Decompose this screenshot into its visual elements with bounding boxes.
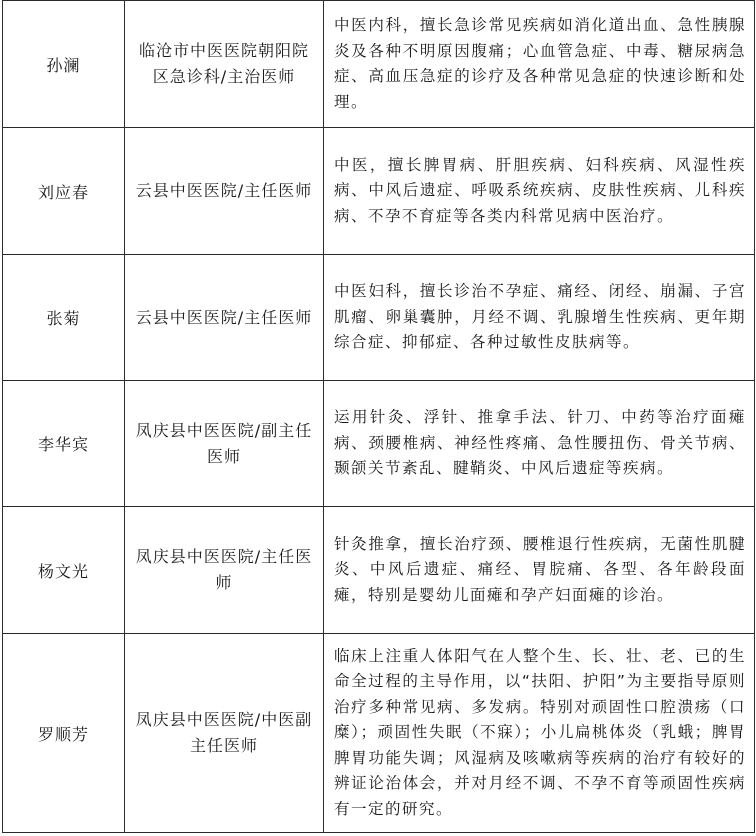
table-row bbox=[3, 507, 755, 634]
doctor-hospital-title: 云县中医医院/主任医师 bbox=[125, 128, 324, 255]
doctor-hospital-title: 临沧市中医医院朝阳院区急诊科/主治医师 bbox=[125, 1, 324, 128]
doctor-name: 孙澜 bbox=[3, 1, 125, 128]
doctor-specialty: 临床上注重人体阳气在人整个生、长、壮、老、已的生命全过程的主导作用，以“扶阳、护阳”为主要指导原则治疗多种常见病、多发病。特别对顽固性口腔溃疡（口糜）；顽固性失眠（不寐）；小儿扁桃体炎（乳蛾；脾胃脾胃功能失调；风湿病及咳嗽病等疾病的治疗有较好的辨证论治体会，并对月经不调、不孕不育等顽固性疾病有一定的研究。 bbox=[324, 634, 755, 833]
doctor-name: 杨文光 bbox=[3, 507, 125, 634]
doctor-specialty: 中医，擅长脾胃病、肝胆疾病、妇科疾病、风湿性疾病、中风后遗症、呼吸系统疾病、皮肤性疾病、儿科疾病、不孕不育症等各类内科常见病中医治疗。 bbox=[324, 128, 755, 255]
doctor-specialty: 中医妇科，擅长诊治不孕症、痛经、闭经、崩漏、子宫肌瘤、卵巢囊肿，月经不调、乳腺增生性疾病、更年期综合症、抑郁症、各种过敏性皮肤病等。 bbox=[324, 255, 755, 381]
doctor-hospital-title: 凤庆县中医医院/主任医师 bbox=[125, 507, 324, 634]
doctor-hospital-title: 凤庆县中医医院/中医副主任医师 bbox=[125, 634, 324, 833]
doctor-name: 罗顺芳 bbox=[3, 634, 125, 833]
doctor-hospital-title: 云县中医医院/主任医师 bbox=[125, 255, 324, 381]
doctor-specialty: 中医内科，擅长急诊常见疾病如消化道出血、急性胰腺炎及各种不明原因腹痛；心血管急症、中毒、糖尿病急症、高血压急症的诊疗及各种常见急症的快速诊断和处理。 bbox=[324, 1, 755, 128]
table-row bbox=[3, 381, 755, 507]
table-row bbox=[3, 634, 755, 833]
doctor-specialty: 运用针灸、浮针、推拿手法、针刀、中药等治疗面瘫病、颈腰椎病、神经性疼痛、急性腰扭伤、骨关节病、颞颌关节紊乱、腱鞘炎、中风后遗症等疾病。 bbox=[324, 381, 755, 507]
table-row bbox=[3, 128, 755, 255]
table-row bbox=[3, 1, 755, 128]
doctor-name: 李华宾 bbox=[3, 381, 125, 507]
table-row bbox=[3, 255, 755, 381]
doctor-name: 张菊 bbox=[3, 255, 125, 381]
doctor-table bbox=[2, 0, 755, 833]
doctor-hospital-title: 凤庆县中医医院/副主任医师 bbox=[125, 381, 324, 507]
doctor-name: 刘应春 bbox=[3, 128, 125, 255]
doctor-specialty: 针灸推拿，擅长治疗颈、腰椎退行性疾病，无菌性肌腱炎、中风后遗症、痛经、胃脘痛、各型、各年龄段面瘫，特别是婴幼儿面瘫和孕产妇面瘫的诊治。 bbox=[324, 507, 755, 634]
